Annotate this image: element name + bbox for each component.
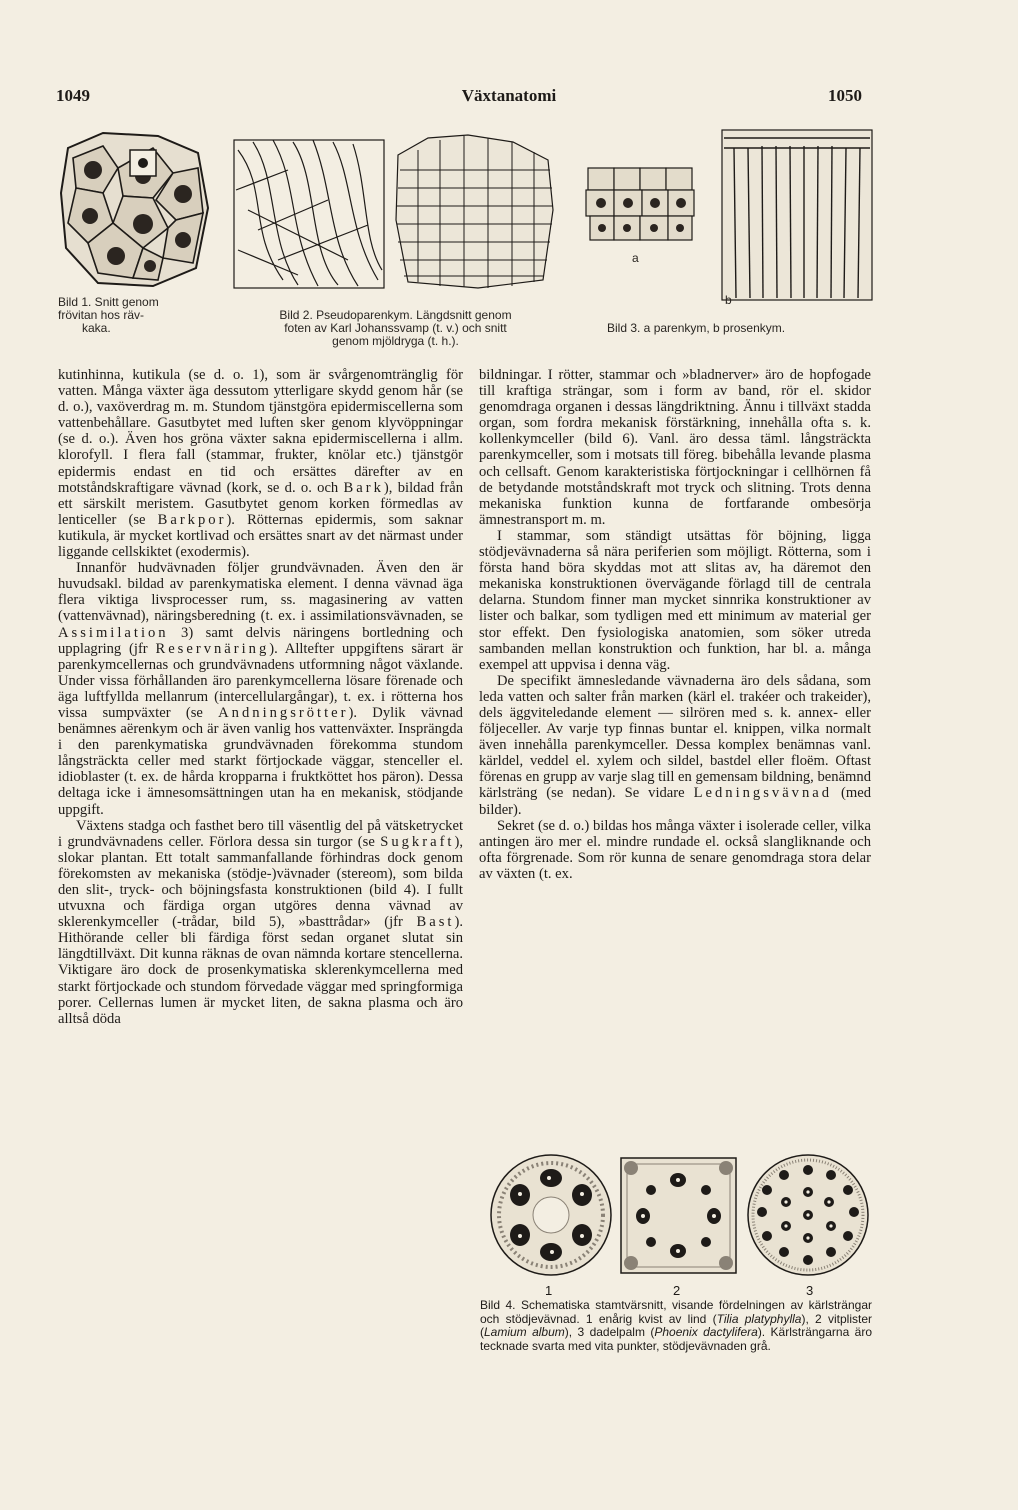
paragraph: Sekret (se d. o.) bildas hos många växter i isolerade celler, vilka antingen äro mer el. mindre rundade el. också slangliknande och ofta förgrenade. Som rör kunna de senare genomdraga stora delar av växten (t. ex.	[479, 817, 871, 882]
cross-reference: Ledningsvävnad	[693, 785, 833, 802]
figure-bild3-illustration	[582, 128, 882, 308]
caption-text: Bild 4. Schematiska stamtvärsnitt, visande fördelningen av kärlsträngar och stödjevävnad. 1 enårig kvist av lind (	[480, 1298, 872, 1326]
figure-bild4-number-2: 2	[673, 1283, 681, 1298]
figure-bild2-caption	[228, 309, 563, 348]
cross-reference: Sugkraft	[380, 833, 455, 850]
paragraph: bildningar. I rötter, stammar och »bladnerver» äro de hopfogade till kraftiga strängar, som i form av band, rör el. skidor genomdraga organen i dessas längdriktning. Ännu i tillväxt stadda organ, som fordra mekanisk förstärkning, innehålla ofta s. k. kollenkymceller (bild 6). Vanl. äro dessa täml. långsträckta parenkymceller, som i motsats till föreg. bibehålla levande plasma och cellsaft. Genom karakteristiska förtjockningar i cellhörnen få de betydande motståndskraft mot tryck och slitning. Trots denna mekaniska funktion kunna de fortfarande ombesörja ämnestransport m. m.	[479, 367, 871, 528]
text-run: kutinhinna, kutikula (se d. o. 1), som är svårgenomtränglig för vatten. Många växter äga dessutom ytterligare skydd genom hår (se d. o.), vaxöverdrag m. m. Stundom tjänstgöra epidermiscellerna som vattenbehållare. Gasutbytet med luften sker genom klyvöppningar (se d. o.). Även hos gröna växter sakna epidermiscellerna i allm. klorofyll. I flera fall (stammar, frukter, knölar etc.) tjänstgör epidermis endast en tid och ersättes därefter av en motståndskraftigare vävnad (kork, se d. o. och	[58, 367, 463, 496]
caption-line: frövitan hos räv-	[58, 308, 145, 322]
caption-text: ), 3 dadelpalm (	[564, 1325, 655, 1339]
text-run: De specifikt ämnesledande vävnaderna äro dels sådana, som leda vatten och salter från marken (kärl el. trakéer och trakeider), dels äggviteledande element — silrören med s. k. annex- eller följeceller. Av varje typ finnas buntar el. knippen, vilka normalt även innehålla parenkymceller. Dessa komplex benämnas vanl. kärldel, veddel el. xylem och sildel, bastdel eller floëm. Oftast förenas en grupp av varje slag till en gemensam bildning, benämnd kärlsträng (se nedan). Se vidare	[479, 672, 871, 802]
figure-bild3-label-b: b	[725, 293, 732, 307]
paragraph	[58, 367, 463, 560]
paragraph	[58, 560, 463, 818]
text-run: ). Rötternas epidermis, som saknar kutikula, är mycket kortlivad och ersättes snart av det närmast under liggande cellskiktet (exodermis).	[58, 511, 463, 561]
text-run: Växtens stadga och fasthet bero till väsentlig del på vätsketrycket i grundvävnadens celler. Förlora dessa sin turgor (se	[58, 817, 463, 850]
caption-text: ). Kärlsträngarna äro tecknade svarta med vita punkter, stödjevävnaden grå.	[480, 1325, 872, 1353]
text-column-left	[58, 367, 463, 1027]
text-run: ). Hithörande celler bli färdiga först sedan organet slutat sin längdtillväxt. Dit kunna räknas de ovan nämnda kortare stencellerna. Viktigare äro dock de prosenkymatiska sklerenkymcellerna med starkt förtjockade och stundom förvedade väggar med springformiga porer. Cellernas lumen är mycket liten, de sakna plasma och äro alltså döda	[58, 914, 463, 1027]
figure-bild4-number-1: 1	[545, 1283, 553, 1298]
text-run: 3) samt delvis näringens bortledning och upplagring (jfr	[58, 624, 463, 657]
paragraph	[479, 673, 871, 818]
text-run: Innanför hudvävnaden följer grundvävnaden. Även den är huvudsakl. bildad av parenkymatiska element. I denna vävnad äga flera viktiga livsprocesser rum, ss. magasinering av vatten (vattenvävnad), näringsberedning (t. ex. i assimilationsvävnaden, se	[58, 560, 463, 625]
stem-section-tilia	[491, 1155, 611, 1275]
caption-line: Bild 1. Snitt genom	[58, 295, 159, 309]
text-run: (med bilder).	[479, 785, 871, 818]
text-column-right	[479, 367, 871, 882]
figure-bild3-label-a: a	[632, 251, 639, 265]
cross-reference: Bark	[343, 479, 384, 496]
caption-line: genom mjöldryga (t. h.).	[332, 334, 459, 348]
cross-reference: Assimilation	[58, 624, 169, 641]
caption-line: Bild 2. Pseudoparenkym. Längdsnitt genom	[279, 308, 512, 322]
text-run: ). Alltefter uppgiftens särart är parenkymcellernas och grundvävnadens utformning något växlande. Under vissa förhållanden äro parenkymcellerna lösare förenade och äga luftfyllda mellanrum (intercellulargångar), t. ex. i rötterna hos vissa sumpväxter (se	[58, 640, 463, 721]
figure-bild1-caption	[58, 296, 218, 335]
text-run: ), slokar plantan. Ett totalt sammanfallande förhindras dock genom förekomsten av mekaniska (stödje-)vävnader (stereom), som bilda den slit-, tryck- och böjningsfasta konstruktionen (bild 4). I fullt utvuxna och färdiga organ utgöres denna vävnad av sklerenkymceller (-trådar, bild 5), »basttrådar» (jfr	[58, 833, 463, 931]
figure-bild4-illustration	[486, 1150, 876, 1280]
page-number-right: 1050	[828, 86, 862, 105]
cross-reference: Bast	[416, 914, 455, 931]
text-run: ), bildad från ett särskilt meristem. Gasutbytet genom korken förmedlas av lenticeller (se	[58, 479, 463, 528]
species-name: Lamium album	[484, 1325, 565, 1339]
caption-line: foten av Karl Johanssvamp (t. v.) och snitt	[284, 321, 507, 335]
species-name: Phoenix dactylifera	[654, 1325, 758, 1339]
text-run: ). Dylik vävnad benämnes aërenkym och är även vanlig hos vattenväxter. Insprängda i den parenkymatiska grundvävnaden förekomma stundom långsträckta celler med starkt förtjockade väggar, stenceller el. idioblaster (t. ex. de hårda kropparna i fruktköttet hos päron). Dessa deltaga icke i ämnesomsättningen utan ha en mekanisk, stödjande uppgift.	[58, 704, 463, 818]
cross-reference: Reservnäring	[155, 640, 270, 657]
figure-bild3-caption: Bild 3. a parenkym, b prosenkym.	[607, 321, 786, 335]
stem-section-lamium	[621, 1158, 736, 1273]
cross-reference: Andningsrötter	[218, 704, 349, 721]
page-number-left: 1049	[56, 86, 90, 105]
running-title: Växtanatomi	[461, 86, 557, 105]
figure-bild4-number-3: 3	[806, 1283, 814, 1298]
figure-bild2-illustration	[228, 130, 558, 292]
figure-bild1-illustration	[58, 128, 213, 290]
paragraph	[58, 818, 463, 1027]
species-name: Tilia platyphylla	[716, 1311, 802, 1326]
cross-reference: Barkpor	[157, 511, 227, 528]
caption-line: kaka.	[82, 321, 111, 335]
figure-bild4-caption	[480, 1299, 872, 1353]
paragraph: I stammar, som ständigt utsättas för böjning, ligga stödjevävnaderna så nära periferien som möjligt. Rötterna, som i första hand böra skyddas mot att slitas av, ha däremot den mekaniska konstruktionen övervägande förlagd till de centrala delarna. Stundom finner man mycket sinnrika konstruktioner av lister och balkar, som tydligen med ett minimum av material ger stor effekt. Den fysiologiska anatomien, som söker utreda sambanden mellan konstruktion och funktion, har bl. a. många exempel att uppvisa i denna väg.	[479, 527, 871, 673]
stem-section-phoenix	[748, 1155, 868, 1275]
caption-text: ), 2 vitplister (	[480, 1311, 872, 1339]
